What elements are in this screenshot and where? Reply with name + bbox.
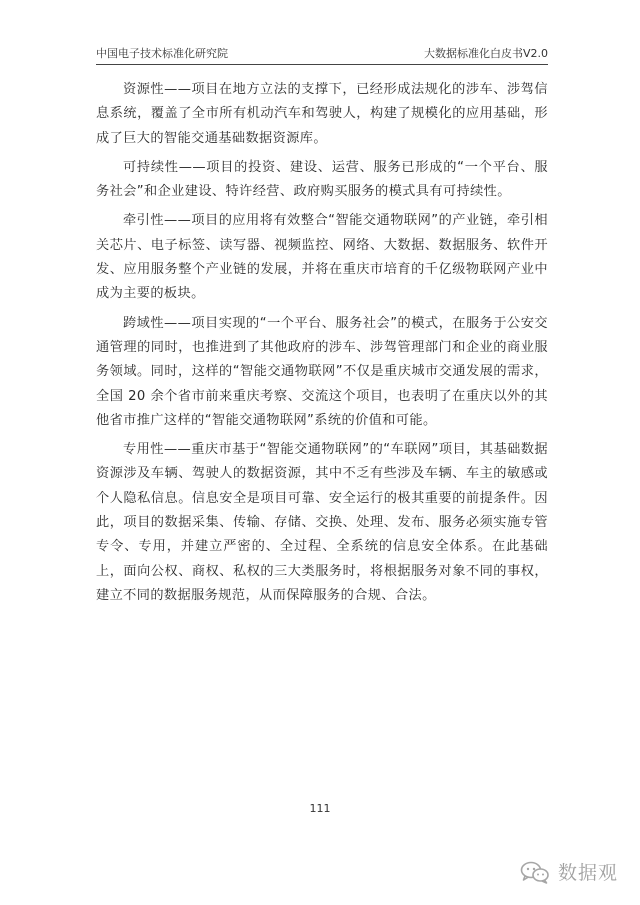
watermark (520, 858, 618, 885)
page-number: 111 (309, 802, 331, 815)
wechat-icon (520, 860, 550, 884)
paragraph-sustainability: 可持续性——项目的投资、建设、运营、服务已形成的“一个平台、服务社会”和企业建设、特许经营、政府购买服务的模式具有可持续性。 (96, 159, 548, 200)
body-text (96, 78, 548, 613)
page-header (96, 41, 548, 65)
header-org: 中国电子技术标准化研究院 (96, 47, 228, 60)
paragraph-traction: 牵引性——项目的应用将有效整合“智能交通物联网”的产业链，牵引相关芯片、电子标签、读写器、视频监控、网络、大数据、数据服务、软件开发、应用服务整个产业链的发展，并将在重庆市培育的千亿级物联网产业中成为主要的板块。 (96, 213, 548, 302)
header-doc-title: 大数据标准化白皮书V2.0 (423, 47, 548, 60)
paragraph-resource: 资源性——项目在地方立法的支撑下，已经形成法规化的涉车、涉驾信息系统，覆盖了全市所有机动汽车和驾驶人，构建了规模化的应用基础，形成了巨大的智能交通基础数据资源库。 (96, 82, 548, 146)
paragraph-dedicated: 专用性——重庆市基于“智能交通物联网”的“车联网”项目，其基础数据 资源涉及车辆、驾驶人的数据资源，其中不乏有些涉及车辆、车主的敏感或个人隐私信息。信息安全是项目可靠、安全运行的极其重要的前提条件。因此，项目的数据采集、传输、存储、交换、处理、发布、服务必须实施专管专令、专用，并建立严密的、全过程、全系统的信息安全体系。在此基础上，面向公权、商权、私权的三大类服务时，将根据服务对象不同的事权，建立不同的数据服务规范，从而保障服务的合规、合法。 (96, 442, 548, 603)
watermark-text: 数据观 (557, 862, 618, 884)
paragraph-cross-domain: 跨域性——项目实现的“一个平台、服务社会”的模式，在服务于公安交通管理的同时，也推进到了其他政府的涉车、涉驾管理部门和企业的商业服务领域。同时，这样的“智能交通物联网”不仅是重庆城市交通发展的需求，全国 20 余个省市前来重庆考察、交流这个项目，也表明了在重庆以外的其他省市推广这样的“智能交通物联网”系统的价值和可能。 (96, 315, 548, 428)
